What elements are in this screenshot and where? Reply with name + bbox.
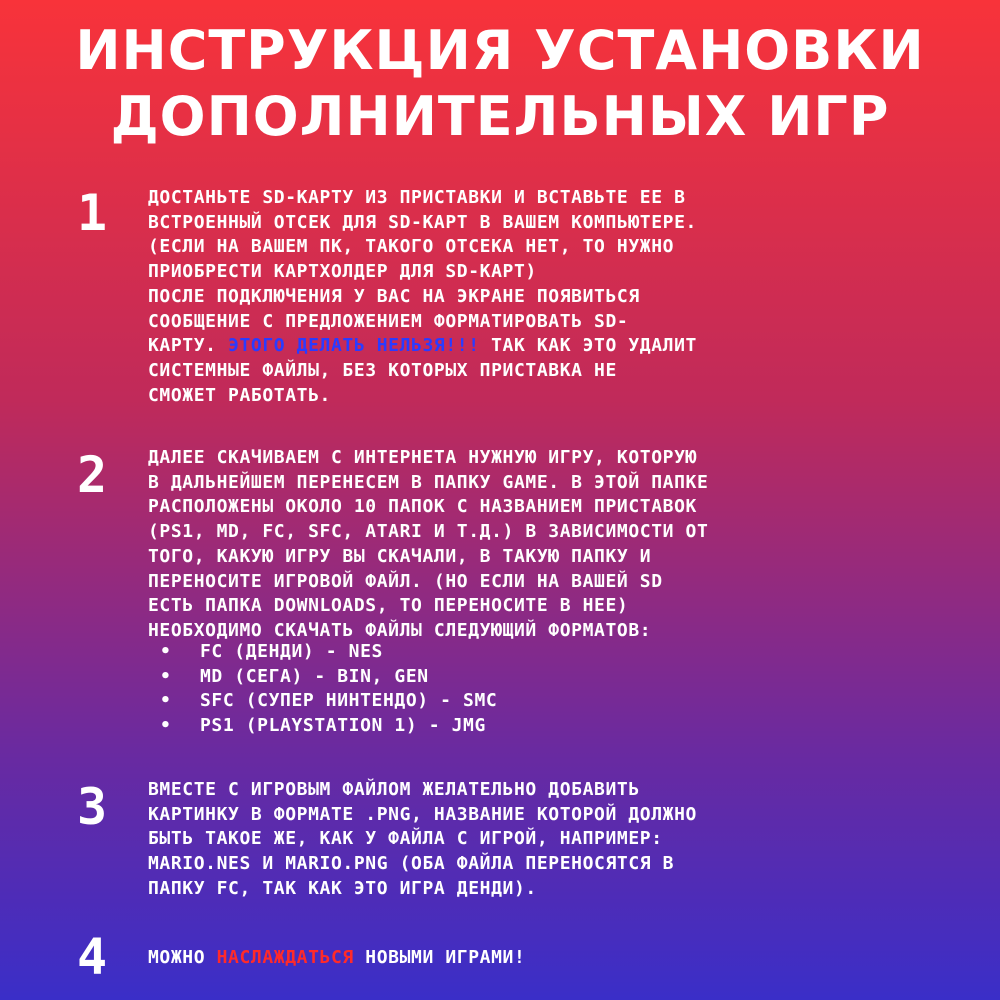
step-1-warning: ЭТОГО ДЕЛАТЬ НЕЛЬЗЯ!!! <box>228 335 480 357</box>
format-item-md: • MD (СЕГА) - BIN, GEN <box>160 665 497 690</box>
step-number-2: 2 <box>76 446 108 504</box>
title-line-2: ДОПОЛНИТЕЛЬНЫХ ИГР <box>110 85 890 148</box>
format-list <box>160 640 497 738</box>
step-1-text-intro: ДОСТАНЬТЕ SD-КАРТУ ИЗ ПРИСТАВКИ И ВСТАВЬТЕ ЕЕ В ВСТРОЕННЫЙ ОТСЕК ДЛЯ SD-КАРТ В ВАШЕМ КОМПЬЮТЕРЕ. (ЕСЛИ НА ВАШЕМ ПК, ТАКОГО ОТСЕКА НЕТ, ТО НУЖНО ПРИОБРЕСТИ КАРТХОЛДЕР ДЛЯ SD-КАРТ) ПОСЛЕ ПОДКЛЮЧЕНИЯ У ВАС НА ЭКРАНЕ ПОЯВИТЬСЯ СООБЩЕНИЕ С ПРЕДЛОЖЕНИЕМ ФОРМАТИРОВАТЬ SD- КАРТУ. <box>148 187 697 357</box>
title-line-1: ИНСТРУКЦИЯ УСТАНОВКИ <box>75 19 925 82</box>
step-1-text-outro: ТАК КАК ЭТО УДАЛИТ СИСТЕМНЫЕ ФАЙЛЫ, БЕЗ КОТОРЫХ ПРИСТАВКА НЕ СМОЖЕТ РАБОТАТЬ. <box>148 335 697 406</box>
step-4-text-outro: НОВЫМИ ИГРАМИ! <box>353 947 526 968</box>
step-2-text: ДАЛЕЕ СКАЧИВАЕМ С ИНТЕРНЕТА НУЖНУЮ ИГРУ, КОТОРУЮ В ДАЛЬНЕЙШЕМ ПЕРЕНЕСЕМ В ПАПКУ GAME. В ЭТОЙ ПАПКЕ РАСПОЛОЖЕНЫ ОКОЛО 10 ПАПОК С НАЗВАНИЕМ ПРИСТАВОК (PS1, MD, FC, SFC, ATARI И Т.Д.) В ЗАВИСИМОСТИ ОТ ТОГО, КАКУЮ ИГРУ ВЫ СКАЧАЛИ, В ТАКУЮ ПАПКУ И ПЕРЕНОСИТЕ ИГРОВОЙ ФАЙЛ. (НО ЕСЛИ НА ВАШЕЙ SD ЕСТЬ ПАПКА DOWNLOADS, ТО ПЕРЕНОСИТЕ В НЕЕ) НЕОБХОДИМО СКАЧАТЬ ФАЙЛЫ СЛЕДУЮЩИЙ ФОРМАТОВ: <box>148 447 709 641</box>
step-number-4: 4 <box>76 928 108 986</box>
page-title <box>0 18 1000 150</box>
step-4-text <box>148 946 958 971</box>
step-4-text-intro: МОЖНО <box>148 947 217 968</box>
step-3-text: ВМЕСТЕ С ИГРОВЫМ ФАЙЛОМ ЖЕЛАТЕЛЬНО ДОБАВИТЬ КАРТИНКУ В ФОРМАТЕ .PNG, НАЗВАНИЕ КОТОРОЙ ДОЛЖНО БЫТЬ ТАКОЕ ЖЕ, КАК У ФАЙЛА С ИГРОЙ, НАПРИМЕР: MARIO.NES И MARIO.PNG (ОБА ФАЙЛА ПЕРЕНОСЯТСЯ В ПАПКУ FC, ТАК КАК ЭТО ИГРА ДЕНДИ). <box>148 779 697 899</box>
step-1-text <box>148 186 958 408</box>
format-item-ps1: • PS1 (PLAYSTATION 1) - JMG <box>160 714 497 739</box>
step-4-highlight: НАСЛАЖДАТЬСЯ <box>216 947 354 968</box>
step-number-1: 1 <box>76 184 108 242</box>
step-number-3: 3 <box>76 778 108 836</box>
format-item-fc: • FC (ДЕНДИ) - NES <box>160 640 497 665</box>
format-item-sfc: • SFC (СУПЕР НИНТЕНДО) - SMC <box>160 689 497 714</box>
